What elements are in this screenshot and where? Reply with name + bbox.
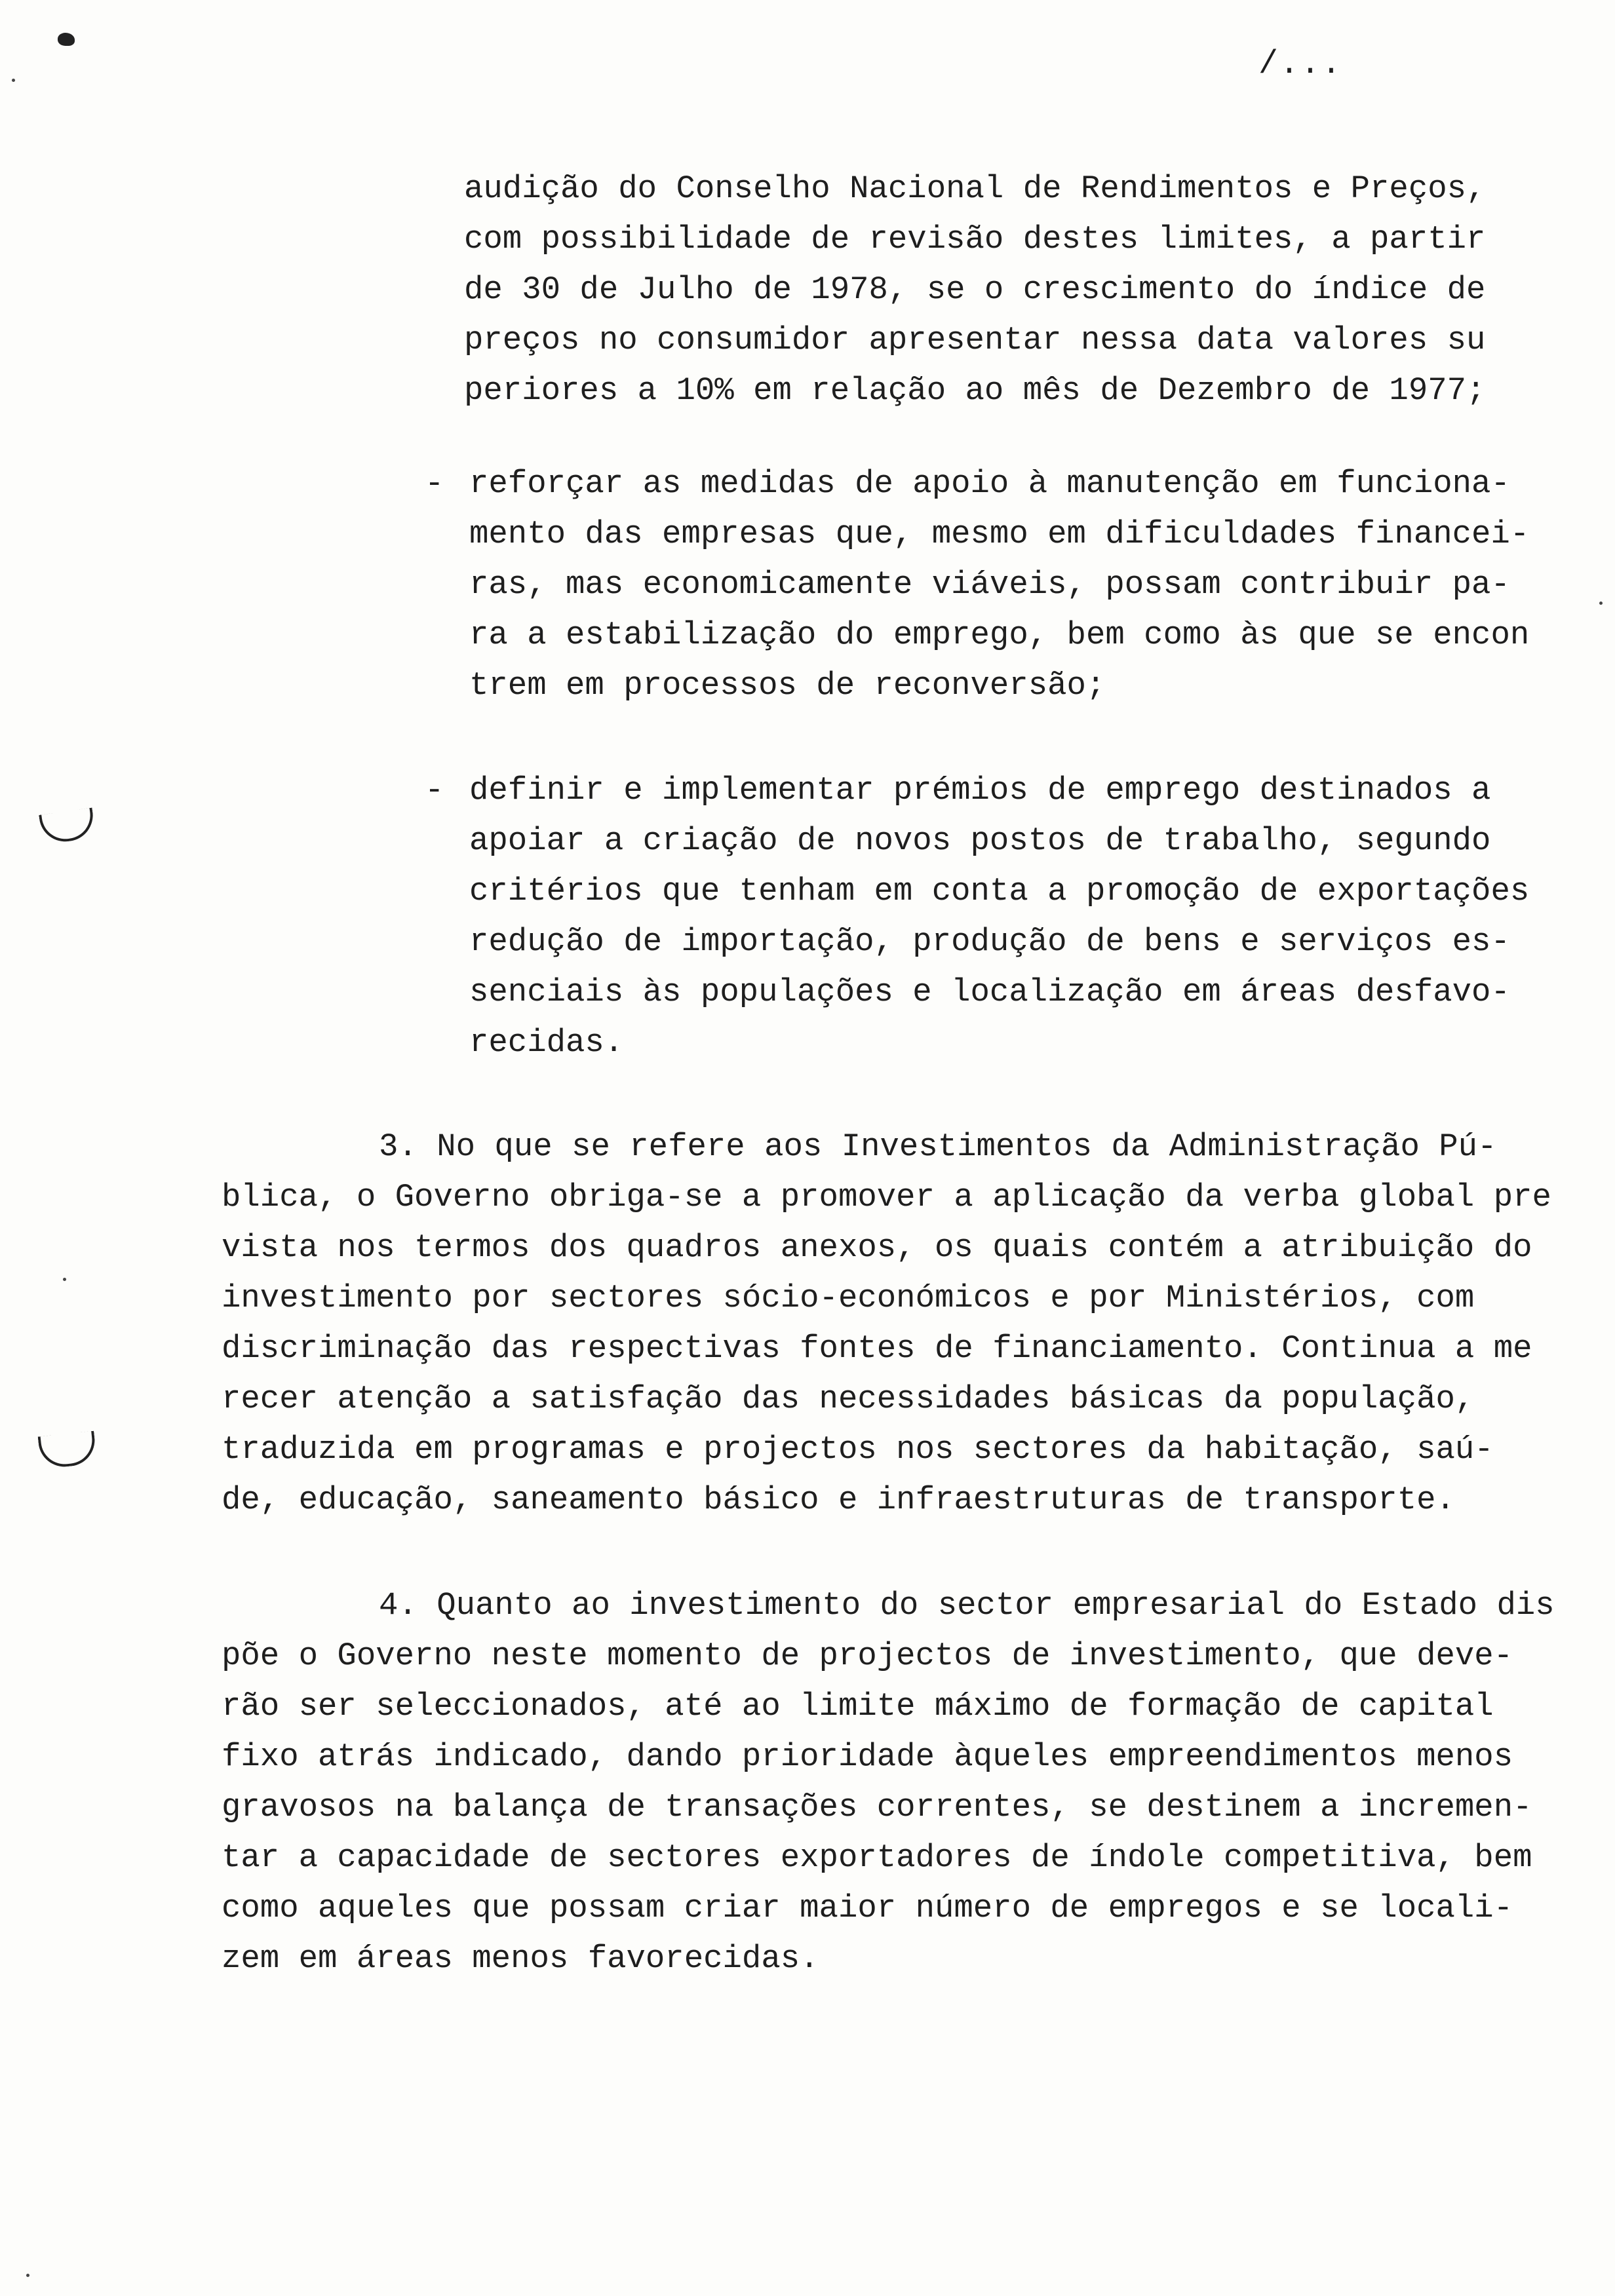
- text-line: fixo atrás indicado, dando prioridade àqueles empreendimentos menos: [222, 1738, 1513, 1775]
- text-line: 3. No que se refere aos Investimentos da Administração Pú-: [379, 1128, 1497, 1165]
- paper-speck: [26, 2274, 29, 2277]
- text-line: recidas.: [469, 1024, 624, 1061]
- text-line: definir e implementar prémios de emprego destinados a: [469, 772, 1491, 809]
- text-line: com possibilidade de revisão destes limites, a partir: [464, 221, 1486, 258]
- text-line: apoiar a criação de novos postos de trabalho, segundo: [469, 822, 1491, 859]
- text-line: senciais às populações e localização em áreas desfavo-: [469, 974, 1510, 1010]
- text-line: põe o Governo neste momento de projectos de investimento, que deve-: [222, 1637, 1513, 1674]
- paper-speck: [63, 1278, 66, 1281]
- section-3-paragraph: [222, 1122, 1551, 1525]
- section-4-paragraph: [222, 1580, 1555, 1984]
- text-line: vista nos termos dos quadros anexos, os quais contém a atribuição do: [222, 1229, 1532, 1266]
- text-line: discriminação das respectivas fontes de financiamento. Continua a me: [222, 1330, 1532, 1367]
- text-line: tar a capacidade de sectores exportadores de índole competitiva, bem: [222, 1839, 1532, 1876]
- paper-speck: [1599, 602, 1603, 605]
- bullet-dash: -: [425, 465, 444, 502]
- bullet-item: [425, 765, 1529, 1068]
- text-line: 4. Quanto ao investimento do sector empresarial do Estado dis: [379, 1587, 1555, 1624]
- text-line: ras, mas economicamente viáveis, possam contribuir pa-: [469, 566, 1510, 603]
- text-line: ra a estabilização do emprego, bem como às que se encon: [469, 617, 1530, 653]
- text-line: de, educação, saneamento básico e infraestruturas de transporte.: [222, 1482, 1455, 1518]
- text-line: de 30 de Julho de 1978, se o crescimento do índice de: [464, 271, 1486, 308]
- bullet-dash: -: [425, 772, 444, 809]
- text-line: blica, o Governo obriga-se a promover a aplicação da verba global pre: [222, 1179, 1551, 1215]
- bullet-item: [425, 459, 1529, 711]
- text-line: traduzida em programas e projectos nos sectores da habitação, saú-: [222, 1431, 1494, 1468]
- text-line: periores a 10% em relação ao mês de Dezembro de 1977;: [464, 372, 1486, 409]
- paper-speck: [12, 79, 15, 82]
- text-line: preços no consumidor apresentar nessa data valores su: [464, 322, 1486, 358]
- text-line: investimento por sectores sócio-económicos e por Ministérios, com: [222, 1280, 1475, 1316]
- text-line: redução de importação, produção de bens e serviços es-: [469, 923, 1510, 960]
- margin-mark: [38, 1431, 98, 1470]
- text-line: audição do Conselho Nacional de Rendimentos e Preços,: [464, 170, 1486, 207]
- text-line: recer atenção a satisfação das necessidades básicas da população,: [222, 1381, 1475, 1417]
- text-line: rão ser seleccionados, até ao limite máximo de formação de capital: [222, 1688, 1494, 1725]
- text-line: critérios que tenham em conta a promoção de exportações: [469, 873, 1530, 909]
- ink-blot: [58, 33, 75, 46]
- text-line: zem em áreas menos favorecidas.: [222, 1940, 819, 1977]
- text-line: reforçar as medidas de apoio à manutenção em funciona-: [469, 465, 1510, 502]
- margin-mark: [39, 808, 96, 845]
- opening-paragraph: [464, 164, 1485, 416]
- text-line: mento das empresas que, mesmo em dificuldades financei-: [469, 516, 1530, 552]
- text-line: como aqueles que possam criar maior número de empregos e se locali-: [222, 1890, 1513, 1926]
- text-line: trem em processos de reconversão;: [469, 667, 1106, 704]
- text-line: gravosos na balança de transações correntes, se destinem a incremen-: [222, 1789, 1532, 1826]
- continuation-mark: /...: [1258, 46, 1343, 83]
